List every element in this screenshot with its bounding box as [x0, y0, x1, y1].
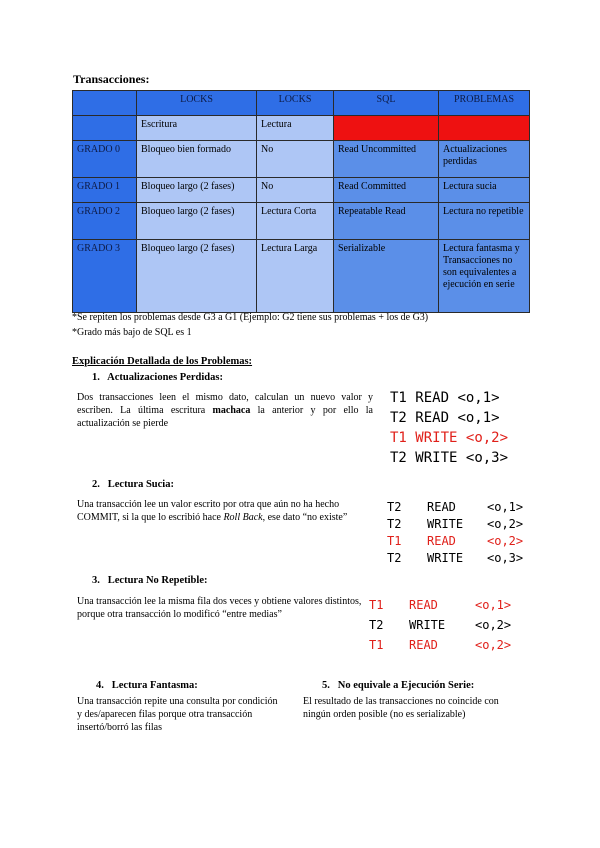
code-line: T2 WRITE <o,2> [387, 517, 524, 531]
table-cell: Actualizaciones perdidas [439, 141, 530, 178]
code-line: T2 WRITE <o,2> [369, 618, 512, 632]
table-header-row [73, 91, 530, 116]
note-repeat: *Se repiten los problemas desde G3 a G1 (Ejemplo: G2 tiene sus problemas + los de G3) [72, 312, 429, 323]
table-cell: Lectura fantasma y Transacciones no son equivalentes a ejecución en serie [439, 240, 530, 313]
table-cell: Lectura [257, 116, 334, 141]
section-title [322, 680, 474, 691]
explanation-heading: Explicación Detallada de los Problemas: [72, 356, 253, 367]
code-line: T2 WRITE <o,3> [387, 551, 524, 565]
section-number: 2. [92, 479, 100, 490]
code-line: T1 READ <o,1> [369, 598, 512, 612]
grade-label: GRADO 3 [73, 240, 137, 313]
grade-label: GRADO 1 [73, 178, 137, 203]
code-line: T1 READ <o,1> [390, 390, 500, 406]
section-title [96, 680, 198, 691]
table-cell: No [257, 178, 334, 203]
table-cell: Lectura Corta [257, 203, 334, 240]
section-text: Una transacción repite una consulta por condición y des/aparecen filas porque otra transacción insertó/borró las filas [77, 696, 278, 733]
page-title: Transacciones: [73, 72, 150, 86]
code-block [369, 595, 511, 655]
section-title-text: Lectura Fantasma: [111, 680, 198, 691]
table-cell: Bloqueo largo (2 fases) [137, 240, 257, 313]
table-cell: Serializable [334, 240, 439, 313]
code-line: T1 READ <o,2> [387, 534, 524, 548]
table-cell [73, 116, 137, 141]
section-number: 4. [96, 680, 104, 691]
section-text-part: la anterior y por ello la actualización se pierde [77, 405, 373, 429]
section-text: El resultado de las transacciones no coincide con ningún orden posible (no es serializable) [303, 696, 499, 720]
section-text: Una transacción lee la misma fila dos veces y obtiene valores distintos, porque otra transacción lo modificó “entre medias” [77, 596, 362, 620]
table-row [73, 240, 530, 313]
transactions-table [72, 90, 530, 313]
section-text [77, 498, 373, 524]
note-min-grade: *Grado más bajo de SQL es 1 [72, 327, 192, 338]
table-header-cell: PROBLEMAS [439, 91, 530, 116]
code-block [387, 499, 523, 567]
code-line: T2 READ <o,1> [387, 500, 524, 514]
code-line: T2 READ <o,1> [390, 410, 500, 426]
table-row [73, 203, 530, 240]
section-text [77, 391, 373, 430]
table-cell: Read Uncommitted [334, 141, 439, 178]
table-cell: Lectura no repetible [439, 203, 530, 240]
section-title-text: No equivale a Ejecución Serie: [337, 680, 475, 691]
table-cell: Lectura Larga [257, 240, 334, 313]
table-cell: Read Committed [334, 178, 439, 203]
table-cell-highlight [334, 116, 439, 141]
table-header-cell: SQL [334, 91, 439, 116]
section-number: 3. [92, 575, 100, 586]
section-number: 1. [92, 372, 100, 383]
code-line: T1 WRITE <o,2> [390, 430, 509, 446]
table-cell: Bloqueo bien formado [137, 141, 257, 178]
section-text-part: , ese dato “no existe” [262, 512, 348, 523]
table-cell: Escritura [137, 116, 257, 141]
section-title-text: Lectura No Repetible: [107, 575, 208, 586]
section-text-italic: Roll Back [223, 512, 263, 523]
section-title-text: Lectura Sucia: [107, 479, 174, 490]
section-title [92, 575, 207, 586]
grade-label: GRADO 0 [73, 141, 137, 178]
section-number: 5. [322, 680, 330, 691]
section-text-bold: machaca [212, 405, 251, 416]
table-header-cell: LOCKS [137, 91, 257, 116]
table-subheader-row [73, 116, 530, 141]
table-header-cell: LOCKS [257, 91, 334, 116]
section-text-part: Dos transacciones leen el mismo dato, calculan un nuevo valor y escriben. La última escritura [77, 392, 373, 416]
section-title [92, 479, 174, 490]
code-block [390, 388, 508, 468]
section-title [92, 372, 223, 383]
table-cell: Lectura sucia [439, 178, 530, 203]
code-line: T1 READ <o,2> [369, 638, 512, 652]
table-row [73, 178, 530, 203]
table-header-cell [73, 91, 137, 116]
grade-label: GRADO 2 [73, 203, 137, 240]
section-title-text: Actualizaciones Perdidas: [107, 372, 223, 383]
table-cell: Repeatable Read [334, 203, 439, 240]
code-line: T2 WRITE <o,3> [390, 450, 509, 466]
table-cell: Bloqueo largo (2 fases) [137, 203, 257, 240]
section-text-part: Una transacción lee un valor escrito por otra que aún no ha hecho COMMIT, si la que lo escribió hace [77, 499, 340, 523]
table-cell: Bloqueo largo (2 fases) [137, 178, 257, 203]
table-cell: No [257, 141, 334, 178]
table-cell-highlight [439, 116, 530, 141]
table-row [73, 141, 530, 178]
